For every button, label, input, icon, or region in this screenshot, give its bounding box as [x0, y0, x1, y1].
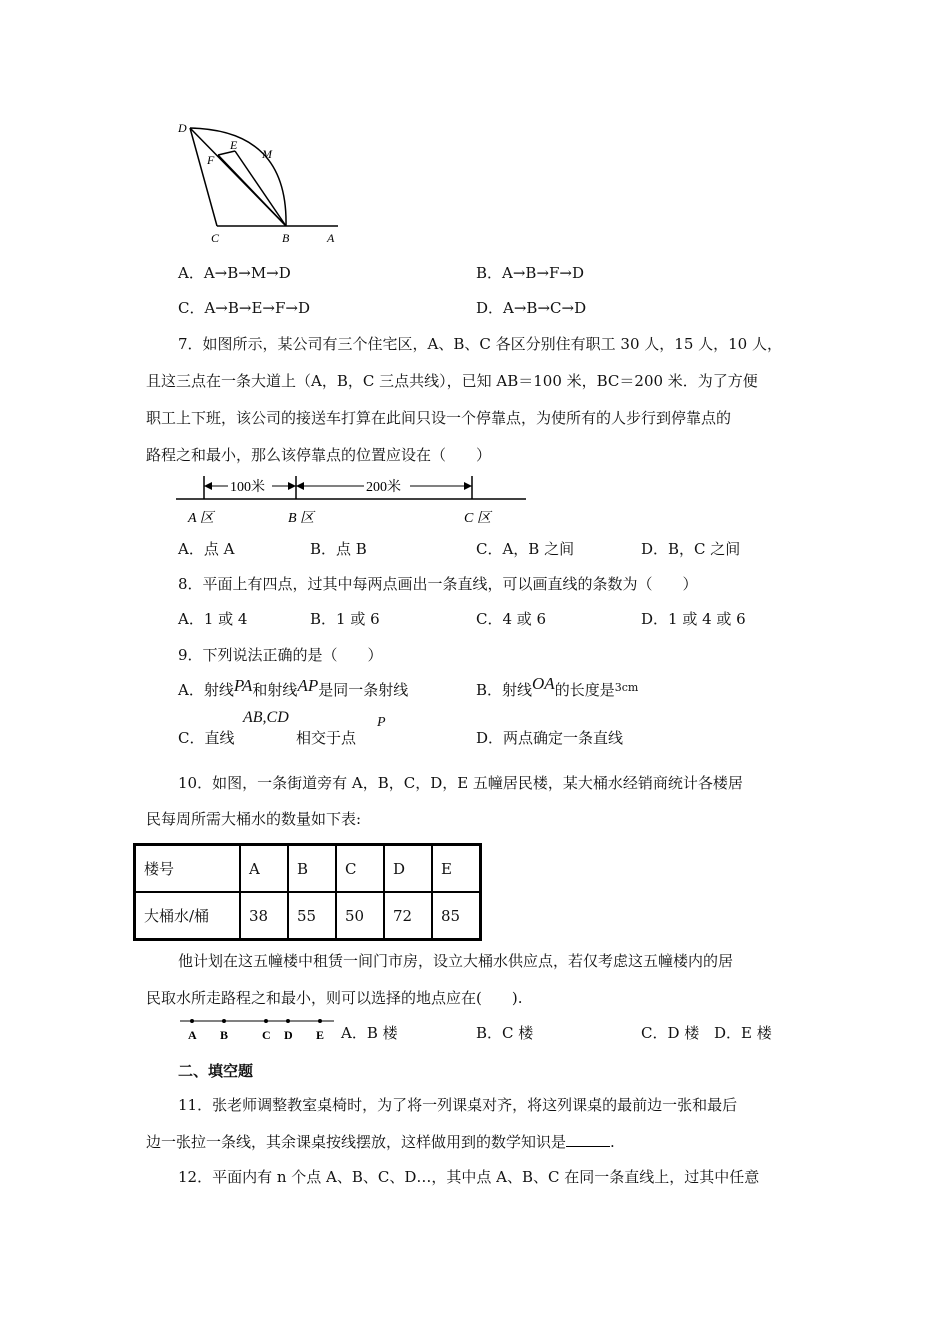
q9-option-d[interactable]: D．两点确定一条直线 [476, 729, 624, 747]
q8-option-d[interactable]: D．1 或 4 或 6 [641, 610, 746, 628]
table-cell: C [336, 845, 384, 893]
q11-line-2 [146, 1131, 615, 1152]
q9-option-c[interactable] [178, 727, 234, 748]
label-D: D [178, 121, 187, 135]
q9-option-a[interactable] [178, 676, 409, 700]
q9b-mid: 的长度是 [554, 681, 615, 699]
q9a-ray-ap: AP [297, 676, 319, 695]
q9c-pre: C．直线 [178, 729, 235, 747]
q10-street-figure [178, 1015, 338, 1045]
q9b-length: 3cm [614, 681, 639, 694]
q11-line-1: 11．张老师调整教室桌椅时，为了将一列课桌对齐，将这列课桌的最前边一张和最后 [178, 1096, 738, 1114]
q9-option-b[interactable] [476, 674, 639, 700]
q8-stem: 8．平面上有四点，过其中每两点画出一条直线，可以画直线的条数为（ ） [178, 575, 698, 593]
q10-line-1: 10．如图，一条街道旁有 A，B，C，D，E 五幢居民楼，某大桶水经销商统计各楼居 [178, 774, 743, 792]
answer-blank[interactable] [566, 1132, 610, 1147]
table-cell: B [288, 845, 336, 893]
q7-line-2: 且这三点在一条大道上（A，B，C 三点共线），已知 AB＝100 米，BC＝200 米．为了方便 [146, 372, 758, 390]
q6-option-d[interactable]: D．A→B→C→D [476, 299, 587, 317]
q11-line-2-text: 边一张拉一条线，其余课桌按线摆放，这样做用到的数学知识是 [146, 1133, 567, 1151]
q9a-pre: A．射线 [178, 681, 234, 699]
label-M: M [262, 147, 272, 161]
q6-option-c[interactable]: C．A→B→E→F→D [178, 299, 310, 317]
q6-option-b[interactable]: B．A→B→F→D [476, 264, 585, 282]
dist-bc-label: 200米 [366, 480, 401, 495]
q7-option-d[interactable]: D．B，C 之间 [641, 540, 741, 558]
table-row [135, 845, 481, 893]
q10-option-a[interactable]: A．B 楼 [341, 1024, 398, 1042]
zone-b-label: B 区 [288, 511, 315, 526]
q9c-point-p: P [377, 715, 386, 730]
q9c-lines-ab-cd: AB,CD [243, 709, 289, 726]
q9b-ray-oa: OA [532, 674, 555, 693]
table-row [135, 892, 481, 940]
label-E: E [230, 138, 238, 152]
q10-line-3: 他计划在这五幢楼中租赁一间门市房，设立大桶水供应点，若仅考虑这五幢楼内的居 [178, 952, 734, 970]
label-A: A [327, 231, 335, 245]
q7-figure [176, 472, 528, 528]
section-title: 二、填空题 [178, 1062, 254, 1080]
q8-option-c[interactable]: C．4 或 6 [476, 610, 547, 628]
q9-stem: 9．下列说法正确的是（ ） [178, 646, 383, 664]
table-cell: 38 [240, 892, 288, 940]
q9c-mid: 相交于点 [296, 729, 357, 747]
q10-line-2: 民每周所需大桶水的数量如下表: [146, 810, 362, 828]
q10-option-d[interactable]: D．E 楼 [714, 1024, 772, 1042]
table-cell: 72 [384, 892, 432, 940]
label-F: F [207, 153, 215, 167]
q9a-mid: 和射线 [252, 681, 298, 699]
table-cell: 55 [288, 892, 336, 940]
point-d-label: D [284, 1028, 293, 1042]
table-cell: 楼号 [135, 845, 241, 893]
table-cell: D [384, 845, 432, 893]
q6-figure [170, 118, 350, 248]
q10-line-4: 民取水所走路程之和最小，则可以选择的地点应在( ). [146, 989, 523, 1007]
q6-option-a[interactable]: A．A→B→M→D [178, 264, 291, 282]
dist-ab-label: 100米 [230, 480, 265, 495]
q10-option-b[interactable]: B．C 楼 [476, 1024, 534, 1042]
point-c-label: C [262, 1028, 271, 1042]
q7-line-1: 7．如图所示，某公司有三个住宅区，A、B、C 各区分别住有职工 30 人，15 人，10 人， [178, 335, 782, 353]
q9a-post: 是同一条射线 [318, 681, 409, 699]
table-cell: 85 [432, 892, 481, 940]
point-a-label: A [188, 1028, 197, 1042]
q7-option-b[interactable]: B．点 B [310, 540, 367, 558]
label-C: C [211, 231, 220, 245]
q7-line-4: 路程之和最小，那么该停靠点的位置应设在（ ） [146, 446, 492, 464]
table-cell: A [240, 845, 288, 893]
q7-option-a[interactable]: A．点 A [178, 540, 235, 558]
q9b-pre: B．射线 [476, 681, 533, 699]
label-B: B [282, 231, 290, 245]
bucket-water-table [133, 843, 482, 941]
q8-option-a[interactable]: A．1 或 4 [178, 610, 248, 628]
table-cell: 50 [336, 892, 384, 940]
q7-option-c[interactable]: C．A，B 之间 [476, 540, 575, 558]
zone-c-label: C 区 [464, 511, 491, 526]
table-cell: E [432, 845, 481, 893]
point-b-label: B [220, 1028, 229, 1042]
q9a-ray-pa: PA [233, 676, 253, 695]
point-e-label: E [316, 1028, 325, 1042]
q11-line-2-end: . [610, 1133, 615, 1151]
table-cell: 大桶水/桶 [135, 892, 241, 940]
q10-option-c[interactable]: C．D 楼 [641, 1024, 700, 1042]
q7-line-3: 职工上下班，该公司的接送车打算在此间只设一个停靠点，为使所有的人步行到停靠点的 [146, 409, 732, 427]
q8-option-b[interactable]: B．1 或 6 [310, 610, 380, 628]
q12-line-1: 12．平面内有 n 个点 A、B、C、D…，其中点 A、B、C 在同一条直线上，过其中任意 [178, 1168, 760, 1186]
zone-a-label: A 区 [188, 511, 214, 526]
